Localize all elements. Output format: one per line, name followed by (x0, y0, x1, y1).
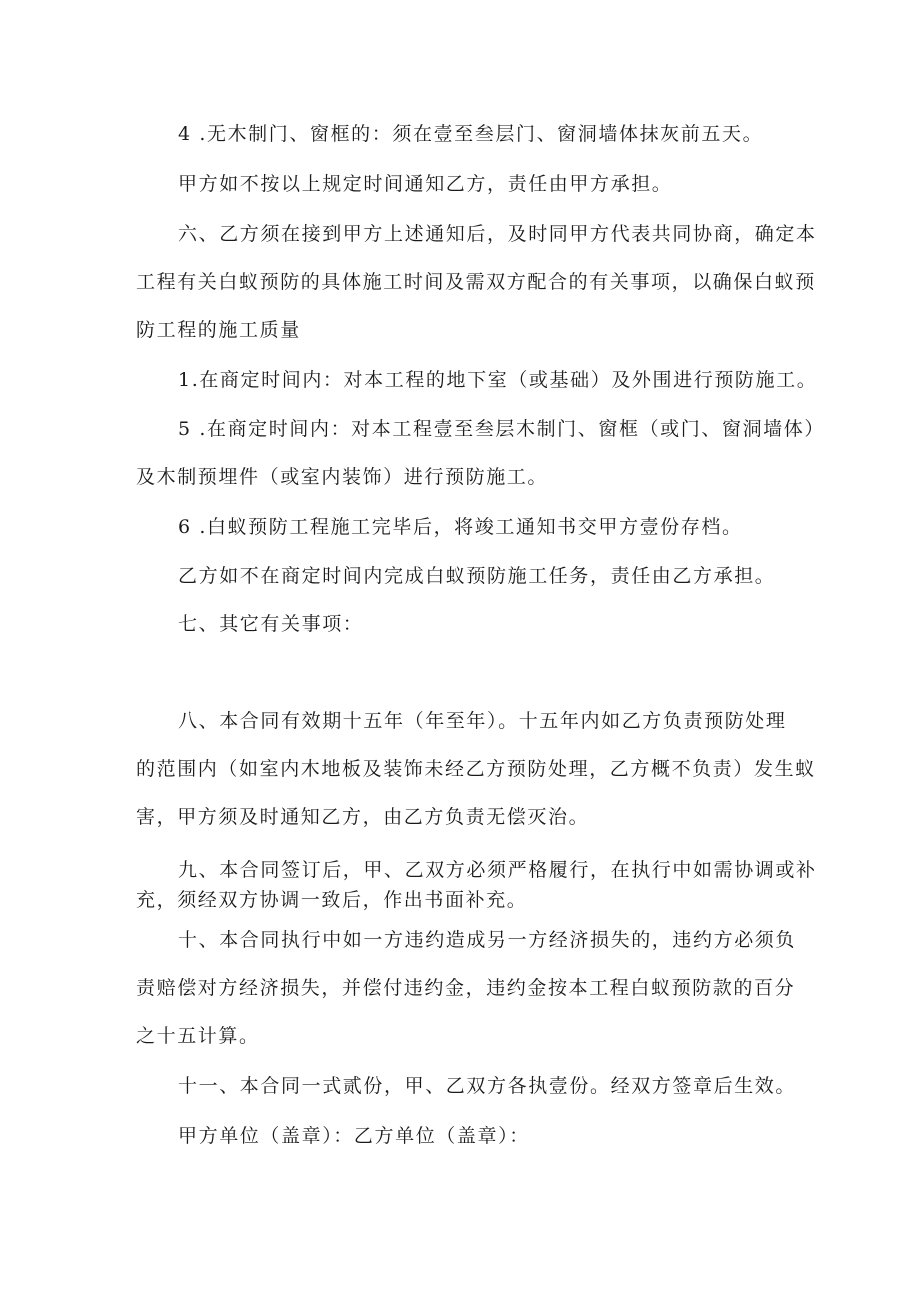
clause-10-line-3: 之十五计算。 (136, 1025, 260, 1047)
clause-6-line-1: 六、乙方须在接到甲方上述通知后，及时同甲方代表共同协商，确定本 (178, 223, 817, 245)
signature-line: 甲方单位（盖章）：乙方单位（盖章）： (178, 1125, 530, 1147)
party-a-notice-responsibility: 甲方如不按以上规定时间通知乙方，责任由甲方承担。 (178, 173, 673, 195)
item-5-line-1: 5 .在商定时间内：对本工程壹至叁层木制门、窗框（或门、窗洞墙体） (178, 418, 825, 440)
clause-4-wooden-frames: 4 .无木制门、窗框的：须在壹至叁层门、窗洞墙体抹灰前五天。 (178, 123, 764, 145)
item-6-completion: 6 .白蚁预防工程施工完毕后，将竣工通知书交甲方壹份存档。 (178, 516, 743, 538)
clause-7-heading: 七、其它有关事项： (178, 613, 364, 635)
clause-6-line-2: 工程有关白蚁预防的具体施工时间及需双方配合的有关事项，以确保白蚁预 (136, 271, 816, 293)
party-b-responsibility: 乙方如不在商定时间内完成白蚁预防施工任务，责任由乙方承担。 (178, 565, 776, 587)
item-5-line-2: 及木制预埋件（或室内装饰）进行预防施工。 (136, 466, 549, 488)
item-1-basement: 1.在商定时间内：对本工程的地下室（或基础）及外围进行预防施工。 (178, 369, 818, 391)
clause-10-line-1: 十、本合同执行中如一方违约造成另一方经济损失的，违约方必须负 (178, 929, 797, 951)
clause-9-line-2: 充，须经双方协调一致后，作出书面补充。 (136, 889, 528, 911)
clause-9-line-1: 九、本合同签订后，甲、乙双方必须严格履行，在执行中如需协调或补 (178, 859, 817, 881)
clause-8-line-3: 害，甲方须及时通知乙方，由乙方负责无偿灭治。 (136, 806, 590, 828)
clause-8-line-2: 的范围内（如室内木地板及装饰未经乙方预防处理，乙方概不负责）发生蚁 (136, 758, 816, 780)
clause-11: 十一、本合同一式贰份，甲、乙双方各执壹份。经双方签章后生效。 (178, 1075, 797, 1097)
clause-8-line-1: 八、本合同有效期十五年（年至年）。十五年内如乙方负责预防处理 (178, 710, 787, 732)
clause-10-line-2: 责赔偿对方经济损失，并偿付违约金，违约金按本工程白蚁预防款的百分 (136, 977, 796, 999)
clause-6-line-3: 防工程的施工质量 (136, 319, 301, 341)
